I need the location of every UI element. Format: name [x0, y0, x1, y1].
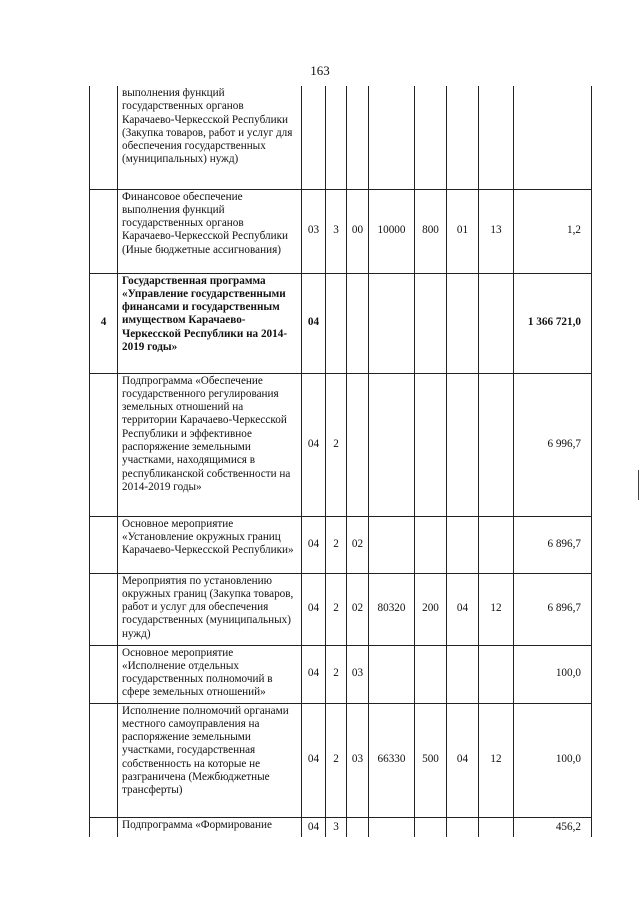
page-number: 163 [310, 63, 330, 78]
amount: 1 366 721,0 [514, 273, 592, 373]
table-row [90, 573, 592, 645]
table-row [90, 516, 592, 573]
program-code [326, 86, 347, 189]
subdivision-code [479, 516, 514, 573]
event-code [347, 817, 369, 837]
amount: 6 896,7 [514, 573, 592, 645]
budget-table [89, 86, 592, 837]
section-code: 04 [302, 516, 326, 573]
program-code [326, 273, 347, 373]
table-row [90, 645, 592, 703]
subdivision-code: 13 [479, 189, 514, 273]
expense-type-code [415, 273, 447, 373]
program-code: 2 [326, 703, 347, 817]
amount: 100,0 [514, 645, 592, 703]
table-row [90, 273, 592, 373]
expense-type-code: 800 [415, 189, 447, 273]
row-name: Мероприятия по установлению окружных границ (Закупка товаров, работ и услуг для обеспечения государственных (муниципальных) нужд) [118, 573, 302, 645]
amount: 456,2 [514, 817, 592, 837]
subdivision-code [479, 86, 514, 189]
event-code [347, 86, 369, 189]
row-name: Исполнение полномочий органами местного самоуправления на распоряжение земельными участками, государственная собственность на которые не разграничена (Межбюджетные трансферты) [118, 703, 302, 817]
direction-code [369, 817, 415, 837]
section-code: 04 [302, 373, 326, 516]
division-code [447, 516, 479, 573]
table-row [90, 189, 592, 273]
section-code: 04 [302, 645, 326, 703]
direction-code: 80320 [369, 573, 415, 645]
expense-type-code: 500 [415, 703, 447, 817]
direction-code [369, 373, 415, 516]
section-code: 03 [302, 189, 326, 273]
expense-type-code [415, 645, 447, 703]
amount [514, 86, 592, 189]
expense-type-code [415, 516, 447, 573]
row-name: Финансовое обеспечение выполнения функций государственных органов Карачаево-Черкесской Республики (Иные бюджетные ассигнования) [118, 189, 302, 273]
expense-type-code [415, 373, 447, 516]
division-code [447, 273, 479, 373]
section-code: 04 [302, 273, 326, 373]
row-number [90, 516, 118, 573]
row-name: Подпрограмма «Обеспечение государственного регулирования земельных отношений на территории Карачаево-Черкесской Республики и эффективное распоряжение земельными участками, находящимися в республиканской собственности на 2014-2019 годы» [118, 373, 302, 516]
program-code: 3 [326, 817, 347, 837]
direction-code [369, 273, 415, 373]
row-number [90, 645, 118, 703]
program-code: 2 [326, 573, 347, 645]
section-code: 04 [302, 573, 326, 645]
row-number [90, 189, 118, 273]
division-code [447, 373, 479, 516]
event-code: 03 [347, 645, 369, 703]
amount: 6 996,7 [514, 373, 592, 516]
section-code [302, 86, 326, 189]
event-code: 02 [347, 573, 369, 645]
expense-type-code [415, 817, 447, 837]
scan-mark [638, 470, 639, 500]
direction-code [369, 86, 415, 189]
subdivision-code [479, 373, 514, 516]
division-code: 04 [447, 573, 479, 645]
row-number [90, 573, 118, 645]
event-code [347, 273, 369, 373]
row-number [90, 373, 118, 516]
subdivision-code: 12 [479, 573, 514, 645]
direction-code: 10000 [369, 189, 415, 273]
event-code [347, 373, 369, 516]
row-number [90, 817, 118, 837]
table-row [90, 86, 592, 189]
division-code [447, 86, 479, 189]
division-code [447, 817, 479, 837]
row-number: 4 [90, 273, 118, 373]
row-number [90, 703, 118, 817]
direction-code [369, 516, 415, 573]
row-number [90, 86, 118, 189]
direction-code: 66330 [369, 703, 415, 817]
amount: 100,0 [514, 703, 592, 817]
expense-type-code: 200 [415, 573, 447, 645]
amount: 1,2 [514, 189, 592, 273]
direction-code [369, 645, 415, 703]
table-row [90, 817, 592, 837]
division-code [447, 645, 479, 703]
row-name: Основное мероприятие «Исполнение отдельных государственных полномочий в сфере земельных отношений» [118, 645, 302, 703]
program-code: 3 [326, 189, 347, 273]
subdivision-code: 12 [479, 703, 514, 817]
subdivision-code [479, 645, 514, 703]
row-name: Основное мероприятие «Установление окружных границ Карачаево-Черкесской Республики» [118, 516, 302, 573]
expense-type-code [415, 86, 447, 189]
subdivision-code [479, 273, 514, 373]
row-name: Государственная программа «Управление государственными финансами и государственным имуществом Карачаево-Черкесской Республики на 2014-2019 годы» [118, 273, 302, 373]
section-code: 04 [302, 817, 326, 837]
event-code: 00 [347, 189, 369, 273]
table-row [90, 373, 592, 516]
subdivision-code [479, 817, 514, 837]
row-name: выполнения функций государственных органов Карачаево-Черкесской Республики (Закупка товаров, работ и услуг для обеспечения государственных (муниципальных) нужд) [118, 86, 302, 189]
amount: 6 896,7 [514, 516, 592, 573]
row-name: Подпрограмма «Формирование [118, 817, 302, 837]
division-code: 04 [447, 703, 479, 817]
section-code: 04 [302, 703, 326, 817]
table-row [90, 703, 592, 817]
division-code: 01 [447, 189, 479, 273]
event-code: 02 [347, 516, 369, 573]
event-code: 03 [347, 703, 369, 817]
program-code: 2 [326, 516, 347, 573]
program-code: 2 [326, 373, 347, 516]
program-code: 2 [326, 645, 347, 703]
